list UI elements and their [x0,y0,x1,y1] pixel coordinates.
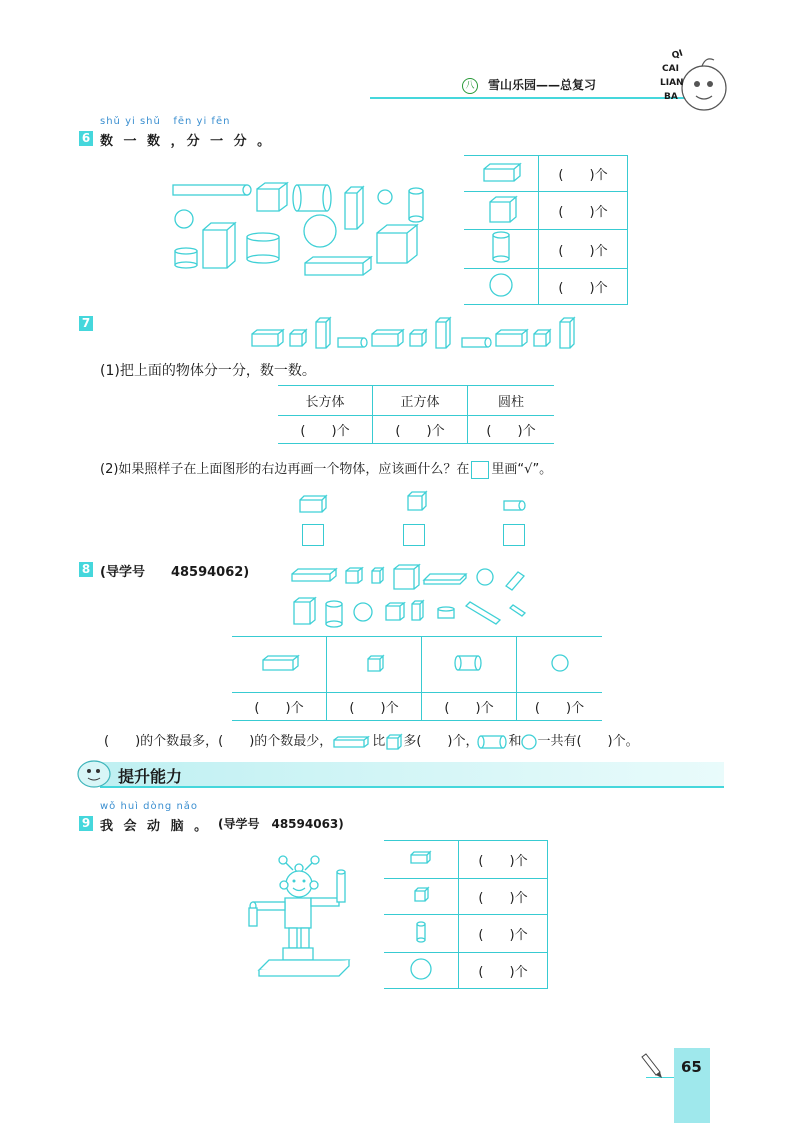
robot-figure [245,852,355,977]
sphere-icon [488,272,514,298]
q9-row-icon-sphere [384,953,459,989]
cube-icon [484,194,518,224]
cuboid-icon [332,735,372,749]
q6-blank[interactable]: ( )个 [539,156,628,192]
q6-row-icon-sphere [464,269,539,305]
cuboid-icon [560,318,574,348]
q8-sentence-text: 一共有( )个。 [537,734,639,749]
header-deco [642,50,732,120]
q7-table [278,385,554,444]
q7-header: 长方体 [278,386,373,416]
q7-sequence [250,312,580,352]
q8-objects [288,562,538,632]
deco-word: LIAN [660,78,684,88]
cube-icon [410,330,426,346]
q9-row-icon-cube [384,879,459,915]
answer-checkbox[interactable] [403,524,425,546]
q8-icon-cell [517,637,603,693]
cuboid-icon [480,161,522,183]
cube-icon [534,330,550,346]
q8-blank[interactable]: ( )个 [517,693,603,721]
cylinder-icon [478,734,508,750]
cylinder-icon [247,233,279,263]
q7-header: 圆柱 [468,386,555,416]
q7-part2 [100,458,552,479]
answer-box-sample [471,461,489,479]
q8-sentence [104,730,639,750]
cuboid-icon [316,318,330,348]
q7-part1: (1)把上面的物体分一分，数一数。 [100,363,316,379]
q8-sentence-text: 多( )个， [403,734,479,749]
answer-checkbox[interactable] [503,524,525,546]
cylinder-icon [293,185,331,211]
q7-blank[interactable]: ( )个 [468,416,555,444]
cube-icon [412,886,430,904]
q6-objects [165,175,430,285]
cuboid-icon [305,257,371,275]
sphere-icon [175,210,193,228]
cylinder-icon [409,188,423,222]
q8-table [232,636,602,721]
q6-blank[interactable]: ( )个 [539,230,628,269]
mascot-icon [74,754,114,790]
cuboid-icon [409,851,433,865]
q9-blank[interactable]: ( )个 [459,841,548,879]
cylinder-icon [462,338,491,347]
q9-row-icon-cuboid [384,841,459,879]
cylinder-icon [414,921,428,943]
q9-table [384,840,548,989]
sphere-icon [550,653,570,673]
q6-blank[interactable]: ( )个 [539,269,628,305]
cuboid-icon [203,223,235,268]
header-badge: 八 [462,78,478,94]
q6-title: 数 一 数 ，分 一 分 。 [100,134,274,149]
q9-number: 9 [79,816,93,831]
cuboid-icon [300,496,326,512]
cylinder-icon [338,338,367,347]
cube-icon [385,734,403,750]
cylinder-icon [454,653,484,673]
cuboid-icon [372,330,403,346]
cuboid-icon [259,652,299,674]
deco-word: QI [670,48,685,62]
q9-row-icon-cylinder [384,915,459,953]
deco-word: BA [664,92,678,102]
sphere-icon [304,215,336,247]
q9-blank[interactable]: ( )个 [459,915,548,953]
q8-icon-cell [422,637,517,693]
q6-pinyin: shǔ yi shǔ fēn yi fēn [100,116,231,127]
pencil-icon [640,1050,666,1080]
q8-sentence-text: ( )的个数最多，( )的个数最少， [104,734,333,749]
cylinder-icon [489,231,513,263]
q9-pinyin: wǒ huì dòng nǎo [100,801,199,812]
cube-icon [364,653,384,673]
q7-part2-text: 里画“√”。 [491,462,553,477]
page-number: 65 [681,1058,702,1076]
sphere-icon [521,734,537,750]
q6-blank[interactable]: ( )个 [539,192,628,230]
q8-sentence-text: 比 [372,734,386,749]
q8-icon-cell [327,637,422,693]
q8-icon-cell [232,637,327,693]
q8-number: 8 [79,562,93,577]
q8-label: (导学号 48594062) [100,565,250,580]
header-title: 雪山乐园——总复习 [488,78,597,92]
cube-icon [377,225,417,263]
q6-row-icon-cuboid [464,156,539,192]
q7-blank[interactable]: ( )个 [373,416,468,444]
q6-row-icon-cube [464,192,539,230]
q8-blank[interactable]: ( )个 [327,693,422,721]
q7-blank[interactable]: ( )个 [278,416,373,444]
section-title: 提升能力 [118,767,183,786]
cylinder-icon [175,248,197,268]
cube-icon [290,330,306,346]
sphere-icon [378,190,392,204]
q9-title: 我 会 动 脑 。 [100,819,211,834]
cuboid-icon [436,318,450,348]
q6-row-icon-cylinder [464,230,539,269]
q8-sentence-text: 和 [508,734,522,749]
q9-label: (导学号 48594063) [218,817,344,831]
sphere-icon [409,957,433,981]
q9-blank[interactable]: ( )个 [459,879,548,915]
cube-icon [408,492,426,510]
cuboid-icon [252,330,283,346]
q8-blank[interactable]: ( )个 [232,693,327,721]
q8-blank[interactable]: ( )个 [422,693,517,721]
section-bar [100,762,724,788]
cylinder-icon [504,501,525,510]
cuboid-icon [496,330,527,346]
q9-blank[interactable]: ( )个 [459,953,548,989]
q7-number: 7 [79,316,93,331]
cuboid-icon [345,187,363,229]
q7-part2-text: (2)如果照样子在上面图形的右边再画一个物体，应该画什么？在 [100,462,470,477]
q6-number: 6 [79,131,93,146]
cylinder-icon [173,185,251,195]
answer-checkbox[interactable] [302,524,324,546]
q6-table [464,155,628,305]
q7-header: 正方体 [373,386,468,416]
deco-word: CAI [662,64,679,74]
cube-icon [257,183,287,211]
